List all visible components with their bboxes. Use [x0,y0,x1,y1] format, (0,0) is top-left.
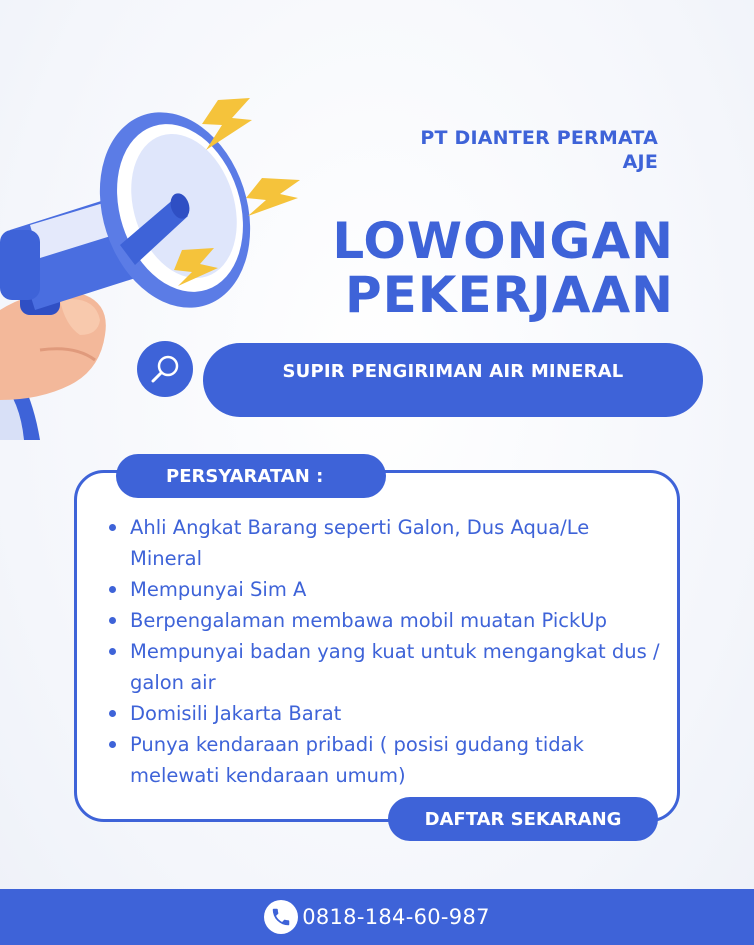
page-title-line1: LOWONGAN [332,212,674,270]
company-name-line2: AJE [622,151,658,173]
phone-number-link[interactable]: 0818-184-60-987 [302,905,490,929]
list-item: Domisili Jakarta Barat [106,698,666,729]
requirements-heading-tab [116,454,386,498]
requirements-heading: PERSYARATAN : [166,465,324,487]
list-item: Mempunyai badan yang kuat untuk mengangkat dus / galon air [106,636,666,698]
list-item: Berpengalaman membawa mobil muatan PickUp [106,605,666,636]
job-title-banner [203,343,703,417]
list-item: Ahli Angkat Barang seperti Galon, Dus Aqua/Le Mineral [106,512,666,574]
page-title [274,214,674,322]
apply-now-button[interactable] [388,797,658,841]
company-name [358,126,658,174]
list-item: Punya kendaraan pribadi ( posisi gudang tidak melewati kendaraan umum) [106,729,666,791]
apply-now-label: DAFTAR SEKARANG [424,808,622,830]
list-item: Mempunyai Sim A [106,574,666,605]
search-badge [137,341,193,397]
job-title: SUPIR PENGIRIMAN AIR MINERAL [282,360,624,382]
phone-icon [264,900,298,934]
search-icon [148,352,182,386]
company-name-line1: PT DIANTER PERMATA [420,127,658,149]
requirements-list [106,512,666,791]
page-title-line2: PEKERJAAN [344,266,674,324]
footer-contact-bar [0,889,754,945]
